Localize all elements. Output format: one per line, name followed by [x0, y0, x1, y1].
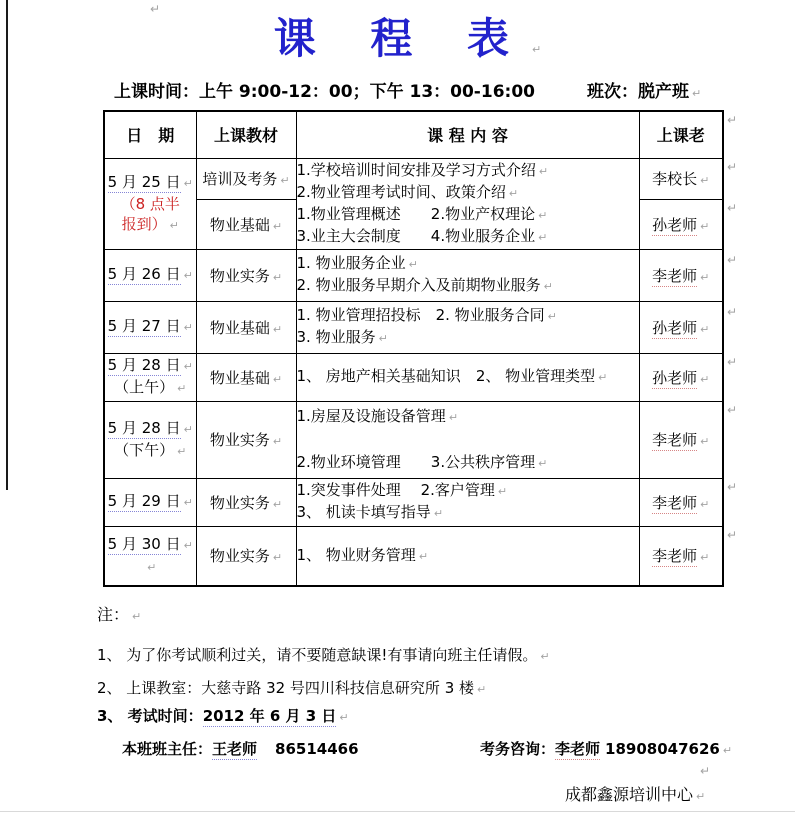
table-row	[104, 158, 723, 199]
class-time-text: 上课时间：上午 9:00-12：00；下午 13：00-16:00	[114, 82, 535, 102]
material-cell	[196, 401, 296, 478]
teacher-name: 李老师	[652, 266, 698, 285]
col-header-material: 上课教材	[196, 111, 296, 158]
return-mark-icon: ↵	[177, 444, 187, 458]
return-mark-icon: ↵	[339, 711, 349, 724]
material-cell	[196, 199, 296, 249]
date-value: 5 月 30 日	[107, 534, 181, 553]
exam-consult-name: 李老师	[555, 740, 601, 758]
return-mark-icon: ↵	[727, 355, 738, 369]
note-item-3	[97, 705, 349, 726]
content-cell	[296, 401, 639, 478]
return-mark-icon: ↵	[132, 610, 142, 623]
return-mark-icon: ↵	[538, 230, 548, 244]
date-text	[105, 418, 196, 440]
date-cell	[104, 478, 196, 526]
teacher-cell	[639, 158, 723, 199]
content-text: 1.物业管理概述 2.物业产权理论	[296, 204, 536, 223]
exam-date: 2012 年 6 月 3 日	[202, 707, 337, 725]
return-mark-icon: ↵	[727, 305, 738, 319]
return-mark-icon: ↵	[538, 208, 548, 222]
return-mark-icon: ↵	[280, 174, 290, 187]
content-line	[297, 502, 639, 524]
teacher-cell	[639, 353, 723, 401]
content-line	[297, 480, 639, 502]
content-text: 1.房屋及设施设备管理	[296, 406, 446, 425]
return-mark-icon: ↵	[696, 790, 706, 803]
date-cell	[104, 249, 196, 301]
content-cell	[296, 249, 639, 301]
content-text: 2.物业管理考试时间、政策介绍	[296, 182, 506, 201]
material-text: 培训及考务	[202, 170, 278, 188]
table-row	[104, 353, 723, 401]
return-mark-icon: ↵	[272, 435, 283, 448]
content-line	[297, 452, 639, 474]
content-text: 3、 机读卡填写指导	[296, 503, 431, 521]
exam-consult-phone: 18908047626	[605, 740, 720, 758]
return-mark-icon: ↵	[508, 186, 519, 200]
material-text: 物业实务	[209, 547, 270, 566]
return-mark-icon: ↵	[727, 528, 738, 542]
date-value: 5 月 26 日	[107, 265, 181, 283]
content-line	[297, 366, 639, 388]
date-note-text: （上午）	[114, 378, 175, 396]
col-header-date: 日 期	[104, 111, 196, 158]
teacher-cell	[639, 301, 723, 353]
return-mark-icon: ↵	[700, 174, 710, 187]
content-text: 1、 房地产相关基础知识 2、 物业管理类型	[296, 367, 596, 385]
head-teacher-phone: 86514466	[275, 740, 359, 758]
content-line	[297, 204, 639, 226]
exam-consult-label: 考务咨询：	[480, 740, 556, 758]
return-mark-icon: ↵	[272, 372, 283, 386]
material-cell	[196, 301, 296, 353]
table-row	[104, 401, 723, 478]
content-text: 1. 物业管理招投标 2. 物业服务合同	[296, 306, 545, 324]
notes-label-text: 注：	[97, 605, 130, 624]
content-cell	[296, 478, 639, 526]
return-mark-icon: ↵	[538, 456, 548, 470]
table-row	[104, 478, 723, 526]
date-note	[105, 377, 196, 399]
return-mark-icon: ↵	[497, 485, 508, 498]
date-note-red	[105, 214, 196, 236]
empty-paragraph	[105, 556, 196, 578]
return-mark-icon: ↵	[538, 164, 549, 178]
material-cell	[196, 478, 296, 526]
date-cell	[104, 401, 196, 478]
return-mark-icon: ↵	[183, 360, 193, 373]
teacher-name: 孙老师	[652, 318, 698, 337]
return-mark-icon: ↵	[183, 176, 193, 190]
return-mark-icon: ↵	[543, 280, 553, 293]
material-cell	[196, 353, 296, 401]
return-mark-icon: ↵	[272, 219, 283, 233]
return-mark-icon: ↵	[183, 321, 193, 334]
return-mark-icon: ↵	[183, 269, 193, 282]
return-mark-icon: ↵	[177, 382, 187, 395]
table-row	[104, 526, 723, 586]
return-mark-icon: ↵	[272, 551, 283, 565]
return-mark-icon: ↵	[272, 497, 283, 511]
col-header-teacher: 上课老	[639, 111, 723, 158]
note-number: 3、	[97, 707, 128, 725]
return-mark-icon: ↵	[183, 422, 193, 436]
date-note-red: （8 点半	[120, 194, 180, 213]
date-cell	[104, 301, 196, 353]
return-mark-icon: ↵	[547, 310, 557, 323]
date-value: 5 月 27 日	[107, 317, 181, 335]
return-mark-icon: ↵	[378, 332, 388, 345]
content-text: 1. 物业服务企业	[296, 254, 406, 272]
teacher-cell	[639, 478, 723, 526]
return-mark-icon: ↵	[727, 403, 738, 417]
content-text: 3.业主大会制度 4.物业服务企业	[296, 226, 536, 245]
return-mark-icon: ↵	[727, 201, 738, 215]
material-cell	[196, 249, 296, 301]
return-mark-icon: ↵	[532, 43, 542, 56]
content-line	[297, 406, 639, 428]
content-line	[297, 305, 639, 327]
page-title-text: 课 程 表	[273, 14, 530, 63]
material-text: 物业基础	[209, 368, 270, 387]
teacher-name: 孙老师	[652, 215, 698, 234]
return-mark-icon: ↵	[477, 683, 487, 696]
content-line	[297, 327, 639, 349]
notes-label	[97, 602, 141, 625]
return-mark-icon: ↵	[700, 551, 710, 565]
return-mark-icon: ↵	[700, 764, 711, 778]
date-text	[105, 534, 196, 556]
content-line	[297, 545, 639, 567]
date-note-text: 报到）	[121, 214, 167, 233]
content-cell	[296, 301, 639, 353]
content-text: 1.突发事件处理 2.客户管理	[296, 481, 495, 499]
content-text: 1.学校培训时间安排及学习方式介绍	[296, 160, 536, 179]
content-line	[297, 226, 639, 248]
schedule-table	[103, 110, 724, 587]
teacher-name: 孙老师	[652, 368, 698, 387]
page-edge-line	[6, 0, 8, 490]
content-text: 2. 物业服务早期介入及前期物业服务	[296, 276, 541, 294]
return-mark-icon: ↵	[727, 113, 738, 127]
date-value: 5 月 28 日	[107, 356, 181, 374]
date-text	[105, 355, 196, 377]
organization-name	[565, 782, 705, 805]
return-mark-icon: ↵	[433, 507, 444, 520]
head-teacher-name: 王老师	[212, 740, 258, 758]
return-mark-icon: ↵	[448, 410, 459, 424]
material-text: 物业实务	[209, 493, 270, 512]
teacher-cell	[639, 401, 723, 478]
return-mark-icon: ↵	[700, 497, 710, 511]
date-cell	[104, 526, 196, 586]
material-text: 物业实务	[209, 266, 270, 285]
note-item-2	[97, 677, 486, 698]
window-bottom-edge	[0, 811, 795, 812]
content-line	[297, 182, 639, 204]
date-value: 5 月 29 日	[107, 492, 181, 510]
return-mark-icon: ↵	[700, 322, 710, 336]
return-mark-icon: ↵	[183, 538, 193, 552]
return-mark-icon: ↵	[598, 371, 608, 384]
col-header-content: 课 程 内 容	[296, 111, 639, 158]
date-text	[105, 172, 196, 194]
note-text: 2、 上课教室：大慈寺路 32 号四川科技信息研究所 3 楼	[97, 679, 475, 697]
class-shift-text: 班次：脱产班	[586, 82, 689, 102]
teacher-name: 李老师	[652, 493, 698, 512]
page-title	[0, 6, 795, 66]
return-mark-icon: ↵	[408, 258, 418, 271]
table-header-row	[104, 111, 723, 158]
date-cell	[104, 158, 196, 249]
return-mark-icon: ↵	[691, 87, 702, 100]
teacher-cell	[639, 199, 723, 249]
return-mark-icon: ↵	[272, 322, 283, 336]
return-mark-icon: ↵	[727, 160, 738, 174]
table-row	[104, 301, 723, 353]
return-mark-icon: ↵	[169, 218, 179, 232]
teacher-cell	[639, 526, 723, 586]
date-cell	[104, 353, 196, 401]
teacher-name: 李校长	[652, 170, 698, 188]
material-text: 物业基础	[209, 215, 270, 234]
head-teacher-label: 本班班主任：	[122, 740, 213, 758]
exam-consult-contact	[480, 738, 732, 759]
material-text: 物业实务	[209, 431, 270, 449]
exam-time-label: 考试时间：	[127, 707, 203, 725]
class-time-line	[114, 77, 701, 102]
content-line	[297, 160, 639, 182]
date-value: 5 月 28 日	[107, 418, 181, 437]
content-text: 1、 物业财务管理	[296, 545, 416, 564]
date-note	[105, 440, 196, 462]
note-text: 1、 为了你考试顺利过关，请不要随意缺课!有事请向班主任请假。	[97, 646, 538, 664]
material-cell	[196, 526, 296, 586]
return-mark-icon: ↵	[147, 560, 157, 574]
return-mark-icon: ↵	[700, 270, 710, 284]
content-text: 3. 物业服务	[296, 328, 376, 346]
return-mark-icon: ↵	[700, 219, 710, 233]
material-cell	[196, 158, 296, 199]
content-cell	[296, 353, 639, 401]
content-cell	[296, 158, 639, 249]
return-mark-icon: ↵	[722, 744, 733, 757]
content-cell	[296, 526, 639, 586]
return-mark-icon: ↵	[150, 2, 161, 16]
return-mark-icon: ↵	[700, 435, 710, 448]
teacher-cell	[639, 249, 723, 301]
return-mark-icon: ↵	[700, 372, 710, 386]
date-value: 5 月 25 日	[107, 172, 181, 191]
content-line	[297, 253, 639, 275]
teacher-name: 李老师	[652, 547, 698, 566]
return-mark-icon: ↵	[727, 253, 738, 267]
organization-text: 成都鑫源培训中心	[565, 785, 694, 804]
table-row	[104, 249, 723, 301]
head-teacher-contact	[122, 738, 359, 759]
return-mark-icon: ↵	[540, 650, 550, 663]
return-mark-icon: ↵	[727, 480, 738, 494]
note-item-1	[97, 644, 550, 665]
content-text: 2.物业环境管理 3.公共秩序管理	[296, 452, 536, 471]
return-mark-icon: ↵	[272, 270, 283, 284]
return-mark-icon: ↵	[418, 549, 429, 563]
content-line	[297, 275, 639, 297]
return-mark-icon: ↵	[183, 496, 193, 509]
teacher-name: 李老师	[652, 431, 698, 449]
date-note-text: （下午）	[114, 440, 175, 459]
material-text: 物业基础	[209, 318, 270, 337]
